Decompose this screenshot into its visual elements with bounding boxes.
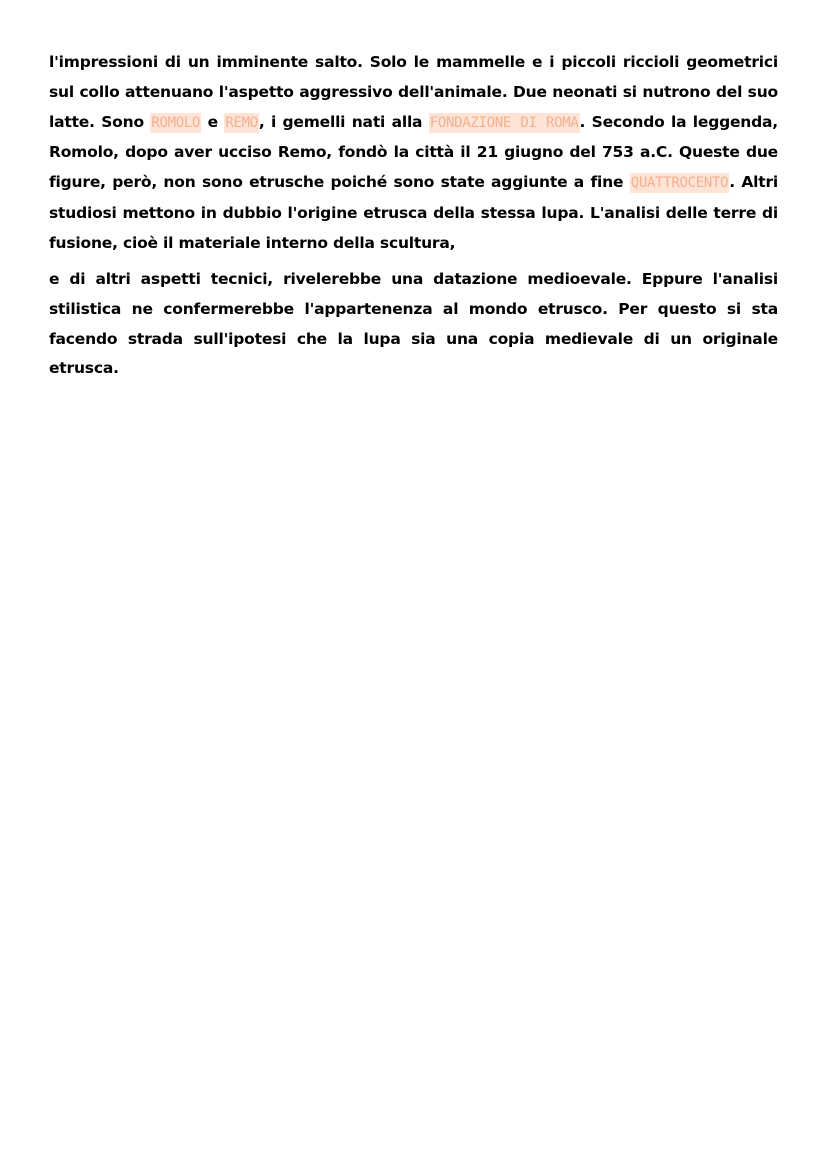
highlight-quattrocento: QUATTROCENTO xyxy=(630,175,729,192)
text-segment: , i gemelli nati alla xyxy=(258,112,429,131)
text-segment: e xyxy=(201,112,225,131)
highlight-fondazione-di-roma: FONDAZIONE DI ROMA xyxy=(429,114,579,131)
highlight-remo: REMO xyxy=(225,114,258,131)
text-segment: . Altri studiosi mettono in dubbio l'origine etrusca della stessa lupa. L'analisi delle terre di fusione, cioè il materiale interno della scultura, xyxy=(49,173,779,252)
paragraph-1 xyxy=(49,48,778,259)
highlight-romolo: ROMOLO xyxy=(151,114,201,131)
paragraph-2 xyxy=(49,265,778,384)
text-segment: e di altri aspetti tecnici, rivelerebbe una datazione medioevale. Eppure l'analisi stilistica ne confermerebbe l'appartenenza al mondo etrusco. Per questo si sta facendo strada sull'ipotesi che la lupa sia una copia medievale di un originale etrusca. xyxy=(49,270,778,378)
text-segment: . Secondo la leggenda, Romolo, dopo aver ucciso Remo, fondò la città il 21 giugno del 753 a.C. Queste due figure, però, non sono etrusche poiché sono state aggiunte a fine xyxy=(49,112,778,192)
text-segment: l'impressioni di un imminente salto. Solo le mammelle e i piccoli riccioli geometrici sul collo attenuano l'aspetto aggressivo dell'animale. Due neonati si nutrono del suo latte. Sono xyxy=(49,53,778,131)
